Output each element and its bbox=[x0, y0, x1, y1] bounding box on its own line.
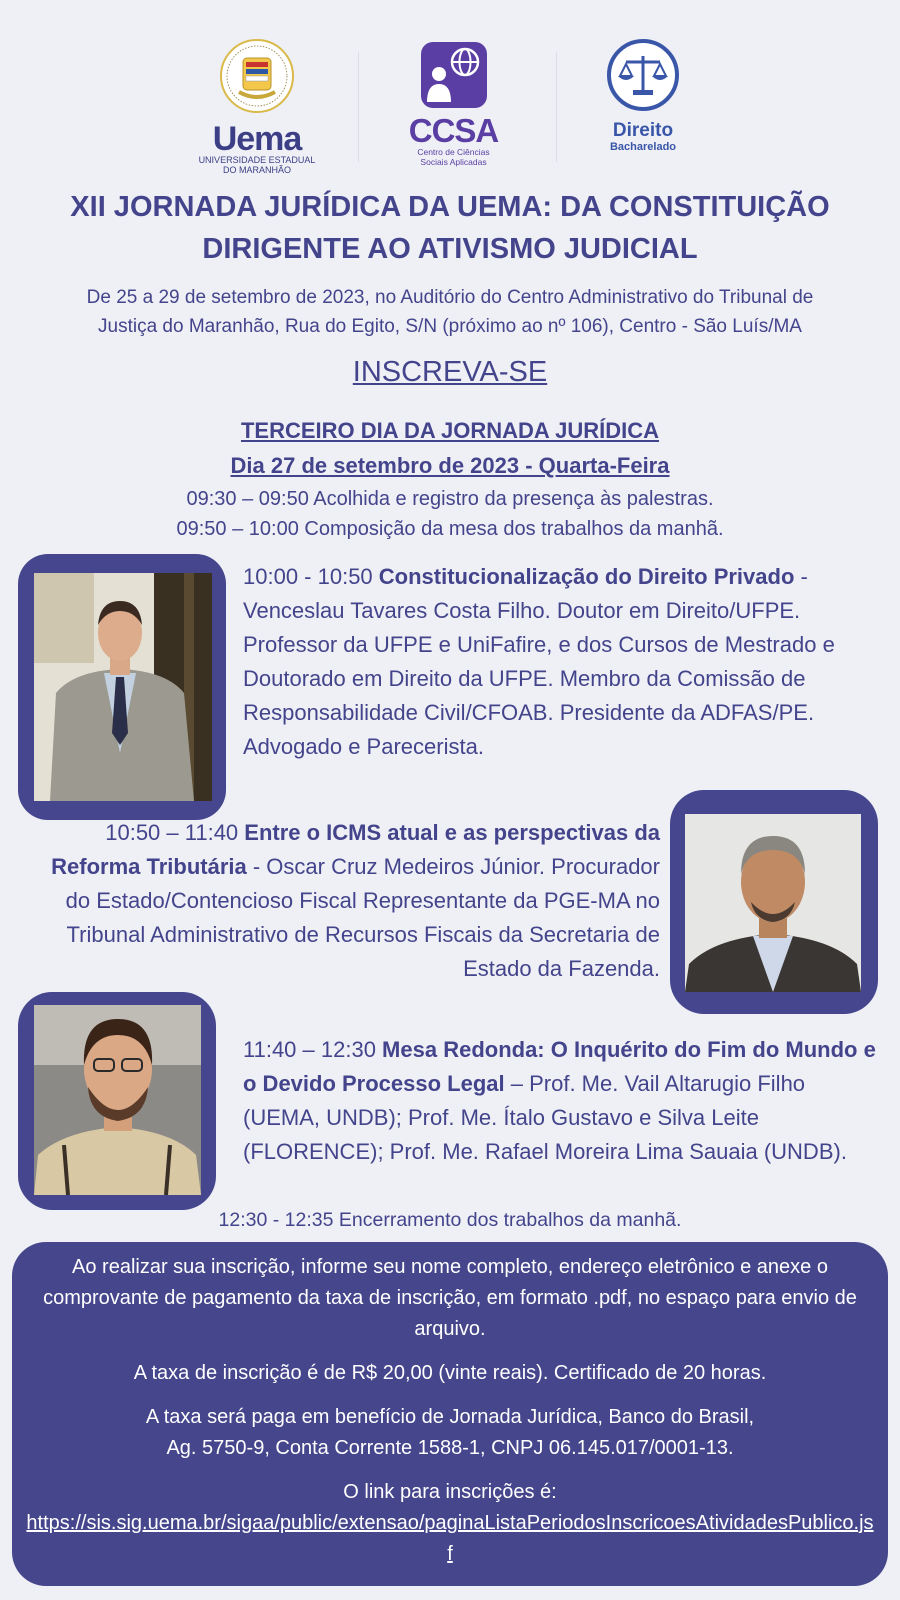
talk-time: 11:40 – 12:30 bbox=[243, 1037, 383, 1062]
registration-url-link[interactable]: https://sis.sig.uema.br/sigaa/public/extensao/paginaListaPeriodosInscricoesAtividadesPublico.jsf bbox=[26, 1512, 874, 1565]
event-title-line-2: DIRIGENTE AO ATIVISMO JUDICIAL bbox=[202, 233, 698, 265]
speaker-portrait bbox=[685, 814, 861, 992]
globe-person-icon bbox=[419, 40, 489, 110]
day-date: Dia 27 de setembro de 2023 - Quarta-Feira bbox=[230, 453, 670, 478]
uema-subtitle-1: UNIVERSIDADE ESTADUAL bbox=[198, 155, 316, 165]
event-location bbox=[20, 283, 880, 341]
ccsa-subtitle-1: Centro de Ciências bbox=[417, 147, 490, 157]
speaker-photo-oscar bbox=[685, 814, 861, 992]
ccsa-wordmark: CCSA bbox=[408, 112, 499, 149]
talk-item bbox=[243, 1033, 883, 1169]
event-title bbox=[20, 186, 880, 270]
talk-description: - Venceslau Tavares Costa Filho. Doutor em Direito/UFPE. Professor da UFPE e UniFafire, e dos Cursos de Mestrado e Doutorado em Direito da UFPE. Membro da Comissão de Responsabilidade Civil/CFOAB. Presidente da ADFAS/PE. Advogado e Parecerista. bbox=[243, 564, 835, 759]
register-link[interactable]: INSCREVA-SE bbox=[352, 356, 548, 388]
registration-link-label: O link para inscrições é: bbox=[343, 1481, 557, 1503]
registration-fee: A taxa de inscrição é de R$ 20,00 (vinte reais). Certificado de 20 horas. bbox=[133, 1362, 767, 1384]
uema-wordmark: Uema bbox=[212, 120, 302, 158]
event-title-line-1: XII JORNADA JURÍDICA DA UEMA: DA CONSTITUIÇÃO bbox=[70, 191, 830, 223]
day-title: TERCEIRO DIA DA JORNADA JURÍDICA bbox=[240, 418, 660, 443]
scales-of-justice-icon bbox=[606, 38, 680, 112]
logo-header bbox=[0, 32, 900, 182]
direito-logo bbox=[598, 38, 688, 154]
ccsa-subtitle-2: Sociais Aplicadas bbox=[420, 157, 487, 167]
talk-title: Entre o ICMS atual e as perspectivas da Reforma Tributária bbox=[51, 820, 660, 879]
speaker-photo-venceslau bbox=[34, 573, 212, 801]
talk-description: - Oscar Cruz Medeiros Júnior. Procurador do Estado/Contencioso Fiscal Representante da PGE-MA no Tribunal Administrativo de Recursos Fiscais da Secretaria de Estado da Fazenda. bbox=[65, 854, 660, 981]
logo-divider bbox=[358, 52, 359, 162]
talk-title: Constitucionalização do Direito Privado bbox=[378, 564, 795, 589]
ccsa-logo bbox=[396, 40, 511, 167]
speaker-photo-panel bbox=[34, 1005, 201, 1195]
opening-schedule bbox=[0, 484, 900, 544]
registration-info-box bbox=[12, 1242, 888, 1586]
talk-item bbox=[24, 816, 660, 986]
payment-details: A taxa será paga em benefício de Jornada Jurídica, Banco do Brasil, Ag. 5750-9, Conta Corrente 1588-1, CNPJ 06.145.017/0001-13. bbox=[145, 1406, 755, 1459]
talk-description: – Prof. Me. Vail Altarugio Filho (UEMA, UNDB); Prof. Me. Ítalo Gustavo e Silva Leite (FLORENCE); Prof. Me. Rafael Moreira Lima Sauaia (UNDB). bbox=[243, 1071, 847, 1164]
registration-instructions: Ao realizar sua inscrição, informe seu nome completo, endereço eletrônico e anexe o comprovante de pagamento da taxa de inscrição, em formato .pdf, no espaço para envio de arquivo. bbox=[43, 1256, 857, 1340]
day-heading bbox=[0, 413, 900, 483]
direito-subtitle: Bacharelado bbox=[609, 141, 677, 153]
uema-subtitle-2: DO MARANHÃO bbox=[222, 165, 291, 175]
event-location-line-1: De 25 a 29 de setembro de 2023, no Auditório do Centro Administrativo do Tribunal de bbox=[86, 287, 814, 308]
schedule-item: 09:30 – 09:50 Acolhida e registro da presença às palestras. bbox=[186, 488, 714, 510]
uema-seal-icon bbox=[217, 36, 297, 118]
direito-wordmark: Direito bbox=[612, 120, 674, 141]
talk-time: 10:50 – 11:40 bbox=[105, 820, 245, 845]
talk-title: Mesa Redonda: O Inquérito do Fim do Mundo e o Devido Processo Legal bbox=[243, 1037, 876, 1096]
uema-logo bbox=[196, 36, 318, 175]
logo-divider bbox=[556, 52, 557, 162]
closing-schedule-item: 12:30 - 12:35 Encerramento dos trabalhos da manhã. bbox=[218, 1209, 682, 1231]
speaker-portrait bbox=[34, 573, 212, 801]
talk-time: 10:00 - 10:50 bbox=[243, 564, 379, 589]
event-location-line-2: Justiça do Maranhão, Rua do Egito, S/N (próximo ao nº 106), Centro - São Luís/MA bbox=[98, 316, 802, 337]
speaker-portrait bbox=[34, 1005, 201, 1195]
schedule-item: 09:50 – 10:00 Composição da mesa dos trabalhos da manhã. bbox=[176, 518, 724, 540]
talk-item bbox=[243, 560, 883, 764]
